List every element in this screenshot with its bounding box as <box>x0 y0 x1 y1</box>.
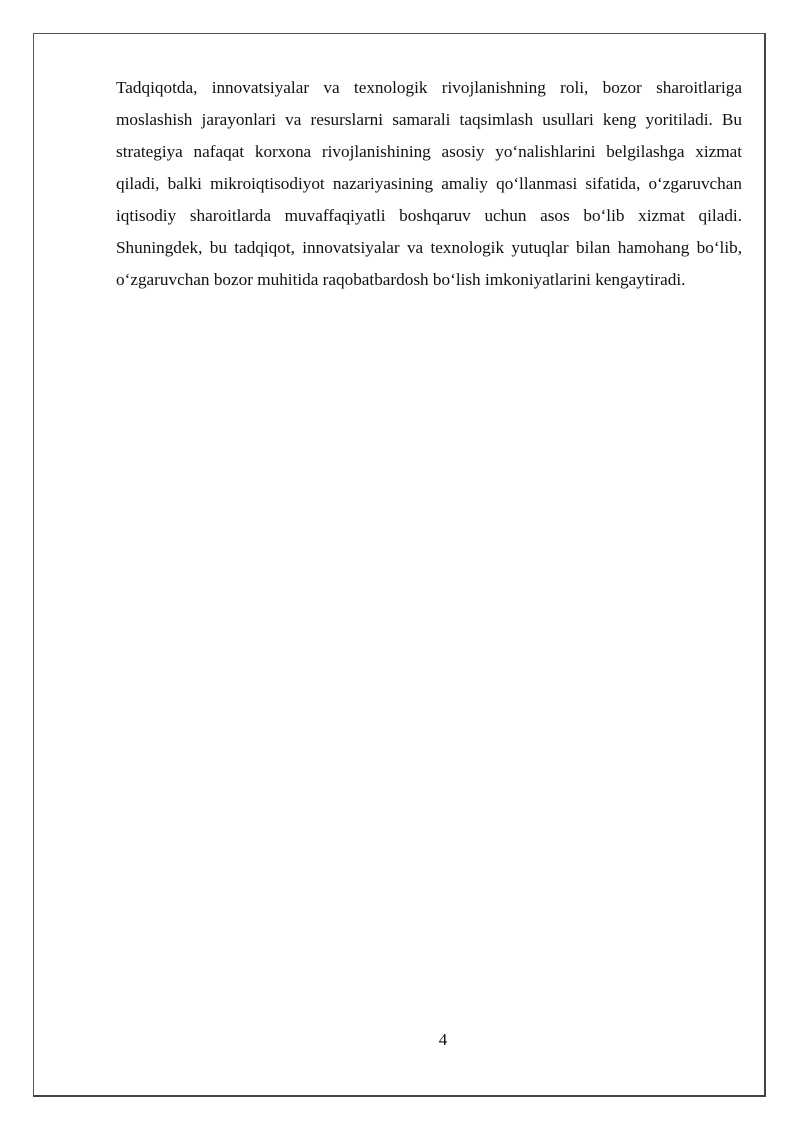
page-number: 4 <box>438 1030 448 1049</box>
body-paragraph: Tadqiqotda, innovatsiyalar va texnologik rivojlanishning roli, bozor sharoitlariga moslashish jarayonlari va resurslarni samarali taqsimlash usullari keng yoritiladi. Bu strategiya nafaqat korxona rivojlanishining asosiy yo‘nalishlarini belgilashga xizmat qiladi, balki mikroiqtisodiyot nazariyasining amaliy qo‘llanmasi sifatida, o‘zgaruvchan iqtisodiy sharoitlarda muvaffaqiyatli boshqaruv uchun asos bo‘lib xizmat qiladi. Shuningdek, bu tadqiqot, innovatsiyalar va texnologik yutuqlar bilan hamohang bo‘lib, o‘zgaruvchan bozor muhitida raqobatbardosh bo‘lish imkoniyatlarini kengaytiradi. <box>116 78 742 289</box>
